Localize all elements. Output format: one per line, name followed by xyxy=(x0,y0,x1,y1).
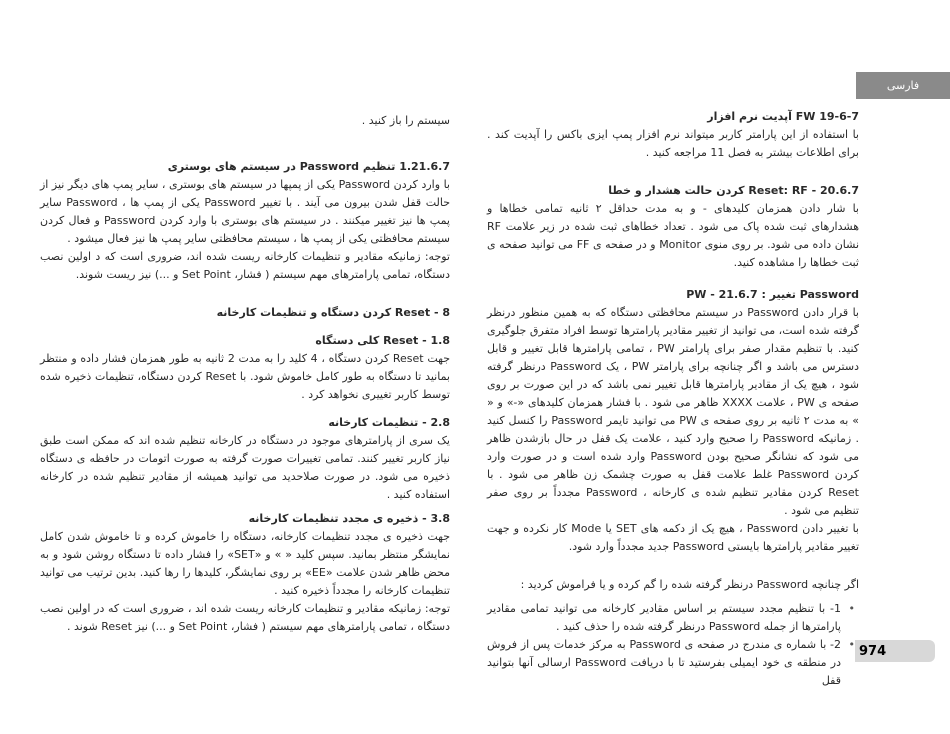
bullet-list xyxy=(487,600,859,690)
section-heading-full-reset: Reset - 1.8 کلی دستگاه xyxy=(315,334,450,347)
section-heading-factory-settings: 2.8 - تنظیمات کارخانه xyxy=(328,416,450,429)
section-heading-reset-faults: Reset: RF - 20.6.7 کردن حالت هشدار و خطا xyxy=(608,184,859,197)
paragraph: جهت Reset کردن دستگاه ، 4 کلید را به مدت 2 ثانیه به طور همزمان فشار داده و منتظر بمانید تا دستگاه به طور کامل خاموش شود. با Reset کردن دستگاه، تنظیمات ذخیره شده توسط کاربر تغییری نخواهد کرد . xyxy=(40,352,450,401)
section-heading-change-password: Password تغییر : PW - 21.6.7 xyxy=(686,288,859,301)
note-paragraph: توجه: زمانیکه مقادیر و تنظیمات کارخانه ریست شده اند، ضروری است که د اولین نصب دستگاه، تمامی پارامترهای مهم سیستم ( فشار، Set Point و ...) نیز ریست شوند. xyxy=(40,250,450,281)
paragraph: یک سری از پارامترهای موجود در دستگاه در کارخانه تنظیم شده اند که ممکن است طبق نیاز کاربر تغییر کنند. تمامی تغییرات صورت گرفته به صورت اتومات در حافظه ی دستگاه ذخیره می شود. در صورت صلاحدید می توانید همیشه از مقادیر تنظیم شده در کارخانه استفاده کنید . xyxy=(40,434,450,501)
note-paragraph: توجه: زمانیکه مقادیر و تنظیمات کارخانه ریست شده اند ، ضروری است که در اولین نصب دستگاه ، تمامی پارامترهای مهم سیستم ( فشار، Set Point و ...) نیز Reset شوند . xyxy=(40,602,450,633)
intro-text: سیستم را باز کنید . xyxy=(361,114,450,127)
paragraph: با وارد کردن Password یکی از پمپها در سیستم های بوستری ، سایر پمپ های دیگر نیز از حالت قفل شدن بیرون می آیند . با تغییر Password یکی از پمپ ها ، Password سایر پمپ ها نیز تغییر میکنند . در سیستم های بوستری با وارد کردن Password و فعال کردن سیستم محافظتی یکی از پمپ ها ، سیستم محافظتی سایر پمپ ها نیز فعال میشود . xyxy=(40,178,451,245)
right-column xyxy=(487,108,859,690)
page-number: 974 xyxy=(855,640,935,662)
section-heading-booster-password: 1.21.6.7 تنظیم Password در سیستم های بوستری xyxy=(167,160,450,173)
list-item: • 2- با شماره ی مندرج در صفحه ی Password به مرکز خدمات پس از فروش در منطقه ی خود ایمیلی بفرستید تا با دریافت Password ارسالی آنها بتوانید قفل xyxy=(487,636,841,690)
paragraph: جهت ذخیره ی مجدد تنظیمات کارخانه، دستگاه را خاموش کرده و تا خاموش شدن کامل نمایشگر منتظر بمانید. سپس کلید « » و «SET» را فشار داده تا دستگاه روشن شود و به محض ظاهر شدن علامت «EE» بر روی نمایشگر، کلیدها را رها کنید. بدین ترتیب می توانید تنظیمات کارخانه را مجدداً ذخیره کنید . xyxy=(40,530,450,597)
list-item: • 1- با تنظیم مجدد سیستم بر اساس مقادیر کارخانه می توانید تمامی مقادیر پارامترها از جمله Password درنظر گرفته شده را حذف کنید . xyxy=(487,600,841,636)
left-column xyxy=(40,112,450,636)
paragraph: با تغییر دادن Password ، هیچ یک از دکمه های SET یا Mode کار نکرده و جهت تغییر مقادیر پارامترها بایستی Password جدید مجدداً وارد شود. xyxy=(487,522,859,553)
section-heading-firmware: FW 19-6-7 آپدیت نرم افزار xyxy=(707,110,859,123)
section-heading-restore-factory: 3.8 - ذخیره ی مجدد تنظیمات کارخانه xyxy=(248,512,450,525)
section-heading-reset: Reset - 8 کردن دستگاه و تنظیمات کارخانه xyxy=(216,306,450,319)
forgot-password-text: اگر چنانچه Password درنظر گرفته شده را گم کرده و یا فراموش کردید : xyxy=(520,578,859,591)
language-tab: فارسی xyxy=(856,72,950,99)
paragraph: با استفاده از این پارامتر کاربر میتواند نرم افزار پمپ ایزی باکس را آپدیت کند . برای اطلاعات بیشتر به فصل 11 مراجعه کنید . xyxy=(487,128,859,159)
paragraph: با قرار دادن Password در سیستم محافظتی دستگاه که به همین منظور درنظر گرفته شده است، می توانید از تغییر مقادیر پارامترها توسط افراد متفرق جلوگیری کنید. با تنظیم مقدار صفر برای پارامتر PW ، تمامی پارامترها قابل تغییر و قابل دسترس می باشد و اگر چنانچه برای پارامتر PW ، یک Password درنظر گرفته شود ، هیچ یک از مقادیر پارامترها قابل تغییر نمی باشد که در این صورت بر روی صفحه ی PW ، علامت XXXX ظاهر می شود . با فشار همزمان کلیدهای «-» و « » به مدت ۲ ثانیه بر روی صفحه ی PW می توانید تایمر Password را کنسل کنید . زمانیکه Password را صحیح وارد کنید ، علامت یک قفل در حال بازشدن ظاهر می شود که نشانگر صحیح بودن Password وارد شده است و در صورت وارد کردن Password غلط علامت قفل به صورت چشمک زن ظاهر می شود . با Reset کردن مقادیر تنظیم شده ی کارخانه ، Password مجدداً بر روی صفر تنظیم می شود . xyxy=(487,306,860,517)
paragraph: با شار دادن همزمان کلیدهای - و به مدت حداقل ۲ ثانیه تمامی خطاها و هشدارهای ثبت شده پاک می شود . تعداد خطاهای ثبت شده در زیر علامت RF نشان داده می شود. بر روی منوی Monitor و در صفحه ی FF می توانید صفحه ی ثبت خطاها را مشاهده کنید. xyxy=(487,202,860,269)
